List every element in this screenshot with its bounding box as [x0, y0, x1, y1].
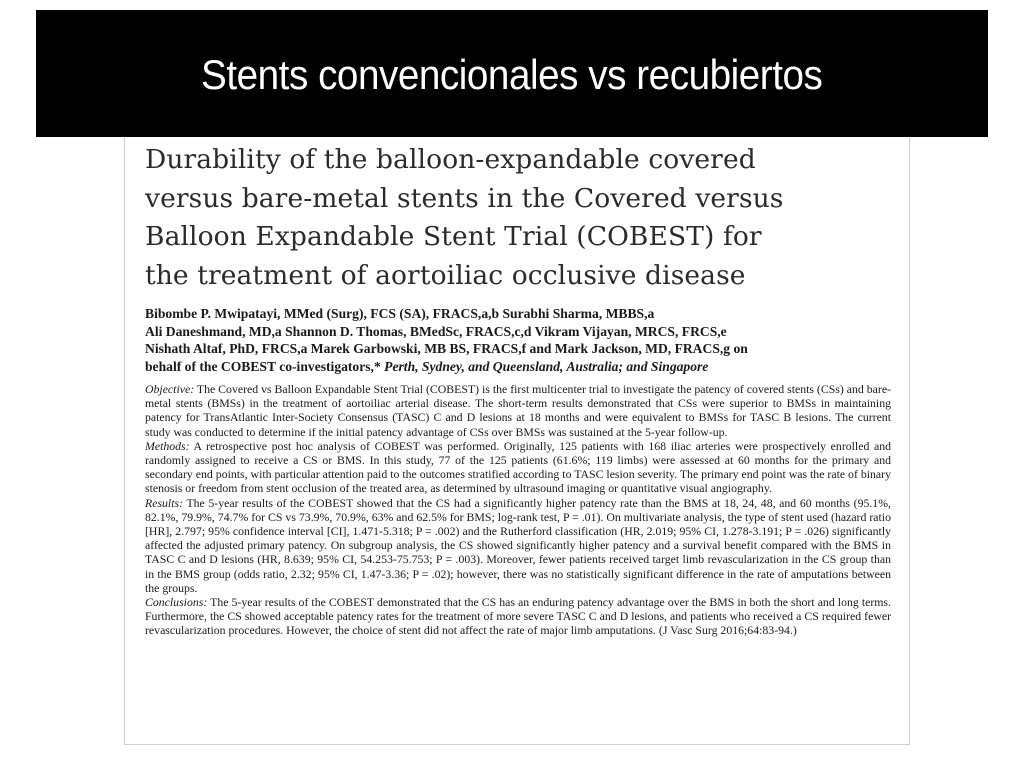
paper-title-line: Balloon Expandable Stent Trial (COBEST) for: [145, 221, 762, 252]
abstract-results: [145, 496, 891, 595]
paper-excerpt-image: [124, 137, 910, 745]
slide-title: Stents convencionales vs recubiertos: [201, 50, 823, 98]
abstract-conclusions: [145, 595, 891, 638]
paper-title-line: versus bare-metal stents in the Covered versus: [145, 182, 784, 214]
authors-line-text: behalf of the COBEST co-investigators,*: [145, 358, 381, 374]
abstract-text-methods: A retrospective post hoc analysis of COBEST was performed. Originally, 125 patients with 168 iliac arteries were prospectively enrolled and randomly assigned to receive a CS or BMS. In this study, 77 of the 125 patients (61.6%; 119 limbs) were assessed at 60 months for the primary and secondary end points, with particular attention paid to the outcomes stratified according to TASC lesion severity. The primary end point was the rate of binary stenosis or freedom from stent occlusion of the treated area, as determined by ultrasound imaging or quantitative visual angiography.: [145, 438, 891, 496]
authors-line: Bibombe P. Mwipatayi, MMed (Surg), FCS (SA), FRACS,a,b Surabhi Sharma, MBBS,a: [145, 306, 655, 321]
abstract-text-results: The 5-year results of the COBEST showed that the CS had a significantly higher patency rate than the BMS at 18, 24, 48, and 60 months (95.1%, 82.1%, 79.9%, 74.7% for CS vs 73.9%, 70.9%, 63% and 62.5% for BMS; log-rank test, P = .01). On multivariate analysis, the type of stent used (hazard ratio [HR], 2.797; 95% confidence interval [CI], 1.471-5.318; P = .002) and the Rutherford classification (HR, 2.019; 95% CI, 1.278-3.191; P = .026) significantly affected the adjusted primary patency. On subgroup analysis, the CS showed significantly higher patency and a survival benefit compared with the BMS in TASC C and D lesions (HR, 8.639; 95% CI, 54.253-75.753; P = .003). Moreover, fewer patients received target limb revascularization in the CS group than in the BMS group (odds ratio, 2.32; 95% CI, 1.47-3.36; P = .02); however, there was no statistically significant difference in the rate of amputations between the groups.: [145, 495, 891, 595]
authors-line: Nishath Altaf, PhD, FRCS,a Marek Garbowski, MB BS, FRACS,f and Mark Jackson, MD, FRACS,g on: [145, 341, 748, 356]
paper-title-line: the treatment of aortoiliac occlusive disease: [145, 259, 746, 291]
abstract-text-objective: The Covered vs Balloon Expandable Stent Trial (COBEST) is the first multicenter trial to investigate the patency of covered stents (CSs) and bare-metal stents (BMSs) in the treatment of aortoiliac arterial disease. The short-term results demonstrated that CSs were superior to BMSs in maintaining patency for TransAtlantic Inter-Society Consensus (TASC) C and D lesions at 18 months and were equivalent to BMSs for TASC B lesions. The current study was conducted to determine if the initial patency advantage of CSs over BMSs was sustained at the 5-year follow-up.: [145, 382, 891, 439]
title-bar: [36, 10, 988, 137]
authors-line-last: [145, 358, 891, 376]
paper-abstract: [145, 382, 891, 638]
abstract-label-objective: Objective:: [145, 382, 195, 396]
authors-line: Ali Daneshmand, MD,a Shannon D. Thomas, BMedSc, FRACS,c,d Vikram Vijayan, MRCS, FRCS,e: [145, 323, 727, 339]
abstract-text-conclusions: The 5-year results of the COBEST demonstrated that the CS has an enduring patency advantage over the BMS in both the short and long terms. Furthermore, the CS showed acceptable patency rates for the treatment of more severe TASC C and D lesions, and patients who received a CS required fewer revascularization procedures. However, the choice of stent did not affect the rate of major limb amputations. (J Vasc Surg 2016;64:83-94.): [145, 595, 891, 638]
abstract-label-methods: Methods:: [145, 438, 190, 453]
abstract-methods: [145, 439, 891, 496]
abstract-label-results: Results:: [145, 495, 184, 510]
authors-location: Perth, Sydney, and Queensland, Australia; and Singapore: [384, 358, 709, 374]
abstract-label-conclusions: Conclusions:: [145, 595, 208, 610]
paper-authors: [145, 305, 891, 375]
paper-title-line: Durability of the balloon-expandable covered: [145, 144, 756, 175]
paper-title: [145, 141, 891, 295]
abstract-objective: [145, 382, 891, 439]
